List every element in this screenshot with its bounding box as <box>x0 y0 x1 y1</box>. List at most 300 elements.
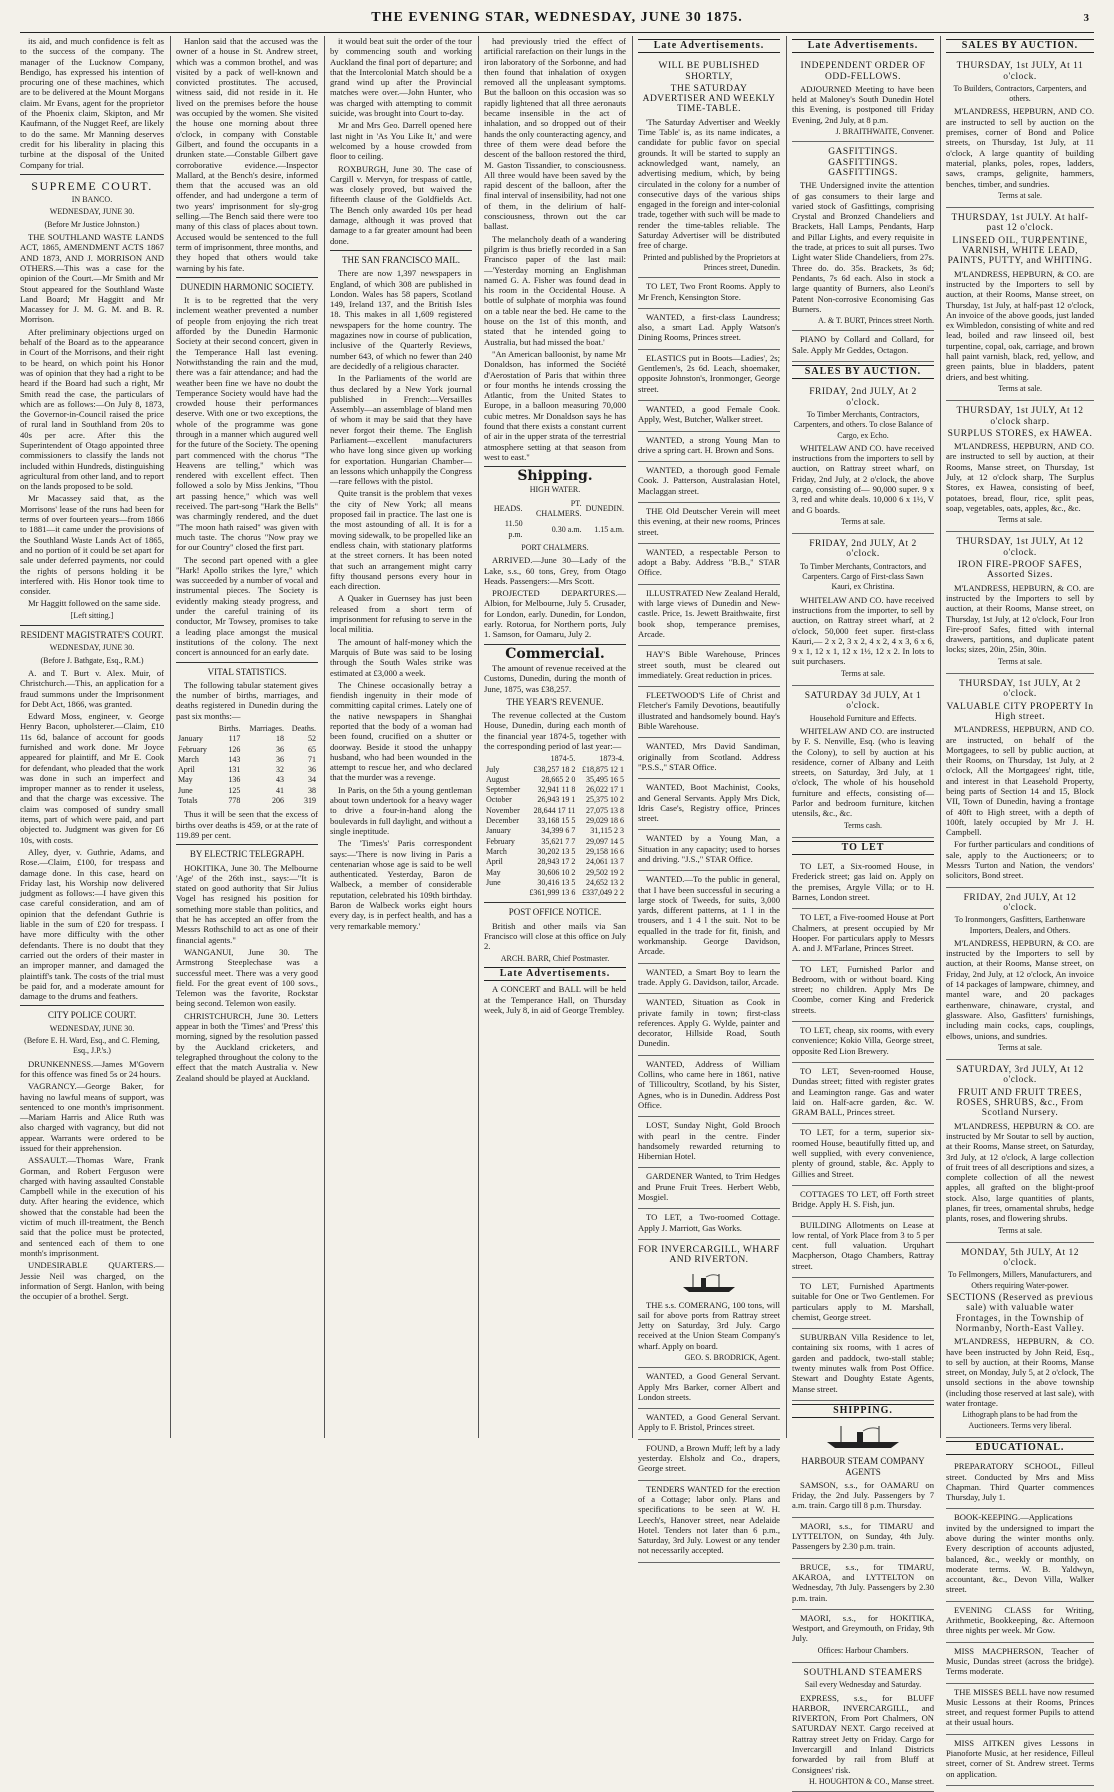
table-row <box>484 868 626 878</box>
advertisement <box>638 1056 780 1117</box>
advertisement <box>792 909 934 960</box>
ad-text: BRUCE, s.s., for TIMARU, AKAROA, and LYTTELTON on Wednesday, 7th July. Passengers by 2.30 p.m. train. <box>792 1561 934 1603</box>
table-row <box>484 857 626 867</box>
table-header: PT. CHALMERS. <box>535 498 582 519</box>
advertisement <box>946 1243 1094 1438</box>
table-header <box>176 724 213 734</box>
article-text: VAGRANCY.—George Baker, for having no lawful means of support, was sentenced to one month's imprisonment.—Mariam Harris and Alice Ruth was also charged with vagrancy, but did not appear. Warrants were ordered to be issued for their apprehension. <box>20 1081 164 1153</box>
ad-subheading: To Ironmongers, Gasfitters, Earthenware Importers, Dealers, and Others. <box>954 915 1086 935</box>
table-row <box>484 765 626 775</box>
table-cell: 18 <box>275 734 284 744</box>
ad-text: WANTED.—To the public in general, that I have been successful in securing a large stock of Tweeds, for suits, 3,000 yards, different patterns, at 1 l in the trousers, and 1 4 l the suit. Not to be equalled in the trade for fit, finish, and workmanship. George Davidson, Arcade. <box>638 874 780 957</box>
advertisement <box>792 1663 934 1792</box>
ad-text: M'LANDRESS, HEPBURN, AND CO. are instructed to sell by auction, at their Rooms, Manse street, on Thursday, 1st July, at 12 o'clock sharp, The Surplus Stores, ex Hawea, consisting of beef, potatoes, bread, flour, rice, split peas, soap, vegetables, oats, apples, &c., &c. <box>946 441 1094 513</box>
table-cell: 29,097 14 5 <box>586 836 624 846</box>
ad-text: WANTED, a thorough good Female Cook. J. Patterson, Australasian Hotel, Maclaggan street. <box>638 465 780 496</box>
table-cell: 26,022 17 1 <box>586 785 624 795</box>
article-text: ASSAULT.—Thomas Ware, Frank Gorman, and Robert Ferguson were charged with having assaulted Constable Campbell while in the execution of his duty. After hearing the evidence, which showed that the constable had been the victim of much ill-treatment, the Bench said that the police must be protected, and sentenced each of them to one month's imprisonment. <box>20 1155 164 1258</box>
table-cell: August <box>486 774 510 784</box>
vital-statistics-table <box>176 724 318 806</box>
table-cell: 38 <box>308 785 316 795</box>
advertisement <box>638 738 780 779</box>
ad-text: WANTED, a good Female Cook. Apply, West, Butcher, Walker street. <box>638 403 780 425</box>
table-cell: £337,049 2 2 <box>582 888 624 898</box>
ad-terms: Terms at sale. <box>997 1042 1043 1052</box>
article-text: ARRIVED.—June 30—Lady of the Lake, s.s., 60 tons, Grey, from Otago Heads. Passengers:—Mrs Scott. <box>484 555 626 586</box>
advertisement <box>638 1440 780 1481</box>
column-5 <box>638 36 780 1556</box>
ad-subheading: To Timber Merchants, Contractors, and Carpenters. Cargo of First-class Sawn Kauri, ex Christina. <box>799 561 927 592</box>
table-cell: 319 <box>304 796 316 806</box>
advertisement <box>792 534 934 686</box>
table-cell: 206 <box>271 796 284 806</box>
article-text: Thus it will be seen that the excess of births over deaths is 459, or at the rate of 119.89 per cent. <box>176 809 318 840</box>
ad-subheading: IRON FIRE-PROOF SAFES, Assorted Sizes. <box>957 560 1083 581</box>
ad-text: TO LET, for a term, superior six-roomed House, beautifully fitted up, and well supplied, with every convenience, plenty of ground, stable, &c. Apply to Gillies and Street. <box>792 1127 934 1179</box>
advertisement <box>946 56 1094 208</box>
ad-text: TO LET, Two Front Rooms. Apply to Mr French, Kensington Store. <box>638 281 780 302</box>
divider <box>330 250 472 251</box>
divider <box>484 902 626 903</box>
ad-text: MAORI, s.s., for HOKITIKA, Westport, and Greymouth, on Friday, 9th July. <box>792 1612 934 1644</box>
ad-signature: Printed and published by the Proprietors at Princes street, Dunedin. <box>643 252 780 272</box>
table-cell: 43 <box>275 775 284 785</box>
advertisement <box>946 1735 1094 1786</box>
table-cell: December <box>486 816 519 826</box>
table-row <box>176 765 318 775</box>
advertisement <box>638 687 780 738</box>
ad-heading: FOR INVERCARGILL, WHARF AND RIVERTON. <box>638 1244 780 1266</box>
ad-date: FRIDAY, 2nd JULY, At 2 o'clock. <box>809 539 917 560</box>
dateline: WEDNESDAY, JUNE 30. <box>49 643 135 653</box>
article-text: The 'Times's' Paris correspondent says:—'There is now living in Paris a centenarian whose age is said to be well authenticated. Yesterday, Baron de Walbeck, a member of considerable reputation, celebrated his 109th birthday. Baron de Walbeck works eight hours every day, is in perfect health, and has a very remarkable memory.' <box>330 838 472 931</box>
table-cell: 117 <box>228 734 241 744</box>
advertisement <box>792 1477 934 1518</box>
table-cell: May <box>486 867 501 877</box>
ad-signature: J. BRAITHWAITE, Convener. <box>835 127 934 137</box>
article-text: Hanlon said that the accused was the owner of a house in St. Andrew street, which was a common brothel, and was visited by a pack of well-known and convicted prostitutes. The accused, witness said, did not reside in it. He lived on the premises before the house was occupied by the women. She visited the house one morning about three o'clock, in company with Constable Gilbert, and found the occupants in a drunken state.—Constable Gilbert gave corroborative evidence.—Inspector Mallard, at the Bench's desire, informed them that the accused was an old offender, and had undergone a term of two years' imprisonment for sly-grog selling.—The Bench said there were too many of this class of places about town. Accused would be sentenced to the full term of imprisonment, three months, and they hoped that others would take warning by his fate. <box>176 36 318 273</box>
table-cell: April <box>486 857 503 867</box>
ad-text: FOUND, a Brown Muff; left by a lady yesterday. Elsholz and Co., drapers, George street. <box>638 1442 780 1474</box>
ad-subheading: SURPLUS STORES, ex HAWEA. <box>947 428 1093 439</box>
divider <box>20 174 164 175</box>
ad-text: WANTED, Address of William Collins, who came here in 1861, native of Tillicoultry, Scotland, by his Sister, Agnes, who is in Dunedin. Address Post Office. <box>638 1058 780 1110</box>
table-header: Marriages. <box>249 724 284 733</box>
advertisement <box>792 1217 934 1278</box>
ad-text: EVENING CLASS for Writing, Arithmetic, Bookkeeping, &c. Afternoon three nights per week. Mr Gow. <box>946 1604 1094 1636</box>
advertisement <box>638 432 780 463</box>
ad-date: THURSDAY, 1st JULY, At 11 o'clock. <box>956 61 1084 82</box>
ad-text: ILLUSTRATED New Zealand Herald, with large views of Dunedin and New-castle. Price, 1s. Jewett Braithwaite, first book shop, temperance premises, Arcade. <box>638 587 780 639</box>
ad-text: WHITELAW AND CO. are instructed by F. S. Nenville, Esq. (who is leaving the Colony), to sell by auction at his residence, corner of Albany and Leith streets, on Saturday, 3rd July, at 1 o'clock, The whole of his household furniture and effects, consisting of— Parlor and bedroom furniture, kitchen utensils, &c., &c. <box>792 725 934 819</box>
advertisement <box>638 871 780 963</box>
ad-text: WANTED, Boot Machinist, Cooks, and General Servants. Apply Mrs Dick, Idris Case's, Registry office, Princes street. <box>638 782 780 824</box>
advertisement <box>792 1022 934 1063</box>
ad-text: MISS AITKEN gives Lessons in Pianoforte Music, at her residence, Filleul street, corner of St. Andrew street. Terms on application. <box>946 1737 1094 1779</box>
ad-terms: Terms at sale. <box>997 1225 1043 1235</box>
harbour-heading: HARBOUR STEAM COMPANY AGENTS <box>801 1456 925 1477</box>
ad-subheading: Household Furniture and Effects. <box>809 713 917 723</box>
article-text: ROXBURGH, June 30. The case of Cargill v. Mervyn, for trespass of cattle, was closely proved, but waived the fifteenth clause of the Goldfields Act. The Bench only awarded 10s per head damage, although it was proved that damage to a far greater amount had been done. <box>330 163 472 246</box>
article-text: Mr Haggitt followed on the same side. <box>28 598 161 609</box>
column-2 <box>176 36 318 1438</box>
ad-signature: GEO. S. BRODRICK, Agent. <box>684 1352 780 1362</box>
ad-text: M'LANDRESS, HEPBURN & CO. are instructed by Mr Soutar to sell by auction, at their Rooms, Manse street, on Saturday, 3rd July, at 12 o'clock, A large collection of fruit trees of all descriptions and sizes, a complete collection of all the newest apples, all grafted on the blight-proof stock. Also, large quantities of plants, planes, fir trees, ornamental shrubs, hedge plants, roses, and flowering shrubs. <box>946 1120 1094 1224</box>
table-cell: 35,621 7 7 <box>541 836 576 846</box>
table-cell: 36 <box>275 744 284 754</box>
table-cell: March <box>178 754 199 764</box>
ad-text: SUBURBAN Villa Residence to let, containing six rooms, with 1 acres of garden and paddock, two-stall stable; twenty minutes walk from Post Office. Stewart and Doughty Estate Agents, Manse street. <box>792 1332 934 1394</box>
table-header-row <box>484 499 626 520</box>
column-6 <box>792 36 934 1786</box>
table-cell: 32,941 11 8 <box>537 785 576 795</box>
auction-heading: SALES BY AUCTION. <box>946 39 1094 53</box>
ad-date: THURSDAY, 1st JULY. At half-past 12 o'clock. <box>951 213 1089 234</box>
table-cell: April <box>178 765 195 775</box>
article-text: The amount of half-money which the Marquis of Bute was said to be losing through the South Wales strike was estimated at £3,000 a week. <box>330 636 472 678</box>
table-header: 1873-4. <box>599 754 624 764</box>
table-cell <box>484 888 524 898</box>
ad-text: SAMSON, s.s., for OAMARU on Friday, the 2nd July. Passengers by 7 a.m. train. Cargo till 8 p.m. Thursday. <box>792 1479 934 1511</box>
ad-text: M'LANDRESS, HEPBURN, & CO. are instructed by the Importers to sell by auction, at their Rooms, Manse street, on Friday, 2nd July, at 12 o'clock, An invoice of 14 packages of lampware, chimney, and mantel ware, and 20 packages earthenware, chinaware, crystal, and glassware. Also, Gasfitters' furnishings, including main cocks, caps, couplings, elbows, unions, and sundries. <box>946 937 1094 1041</box>
article-text: HOKITIKA, June 30. The Melbourne 'Age' of the 26th inst., says:—"It is stated on good authority that Sir Julius Vogel has resigned his position for something more stable than politics, and that he has accepted an offer from the Messrs Rothschild to act as one of their financial agents." <box>176 862 318 945</box>
ad-text: WANTED, a Good General Servant. Apply to F. Bristol, Princes street. <box>638 1412 780 1433</box>
ad-text: WANTED by a Young Man, a Situation in any capacity; used to horses and driving. "J.S.," STAR Office. <box>638 833 780 864</box>
article-text: Alley, dyer, v. Guthrie, Adams, and Rose.—Claim, £100, for trespass and damage done. In this case, heard on Friday last, his Worship now delivered judgment as follows:—I have given this case careful consideration, and am of opinion that the defendant Guthrie is liable in the sum of £20 for trespass. I have more difficulty with the other defendants. There is no doubt that they carried out the orders of their master in an improper manner, and damaged the plaintiff's tank. The costs of the trial must be paid for, and a moderate amount for damage to the drums and feathers. <box>20 846 164 1002</box>
ad-text: For further particulars and conditions of sale, apply to the Auctioneers; or to Messrs Turton and Nation, the vendors' solicitors, Bond street. <box>946 839 1094 881</box>
article-text: The second part opened with a glee "Hark! Apollo strikes the lyre," which was succeeded by a number of vocal and instrumental pieces. The Society is evidently making steady progress, and under the careful training of its conductor, Mr Towsey, promises to take a leading place amongst the musical institutions of the colony. The next concert is announced for an early date. <box>176 554 318 658</box>
ad-terms: Terms at sale. <box>997 190 1043 200</box>
table-cell: 28,665 2 0 <box>541 774 576 784</box>
ad-title: SECTIONS (Reserved as previous sale) with valuable water Frontages, in the Township of Normanby, North-East Valley. <box>946 1293 1094 1334</box>
table-cell: September <box>486 785 521 795</box>
advertisement <box>792 331 934 362</box>
ad-terms: Terms at sale. <box>997 515 1043 525</box>
article-text: It is to be regretted that the very inclement weather prevented a number of people from enjoying the rich treat afforded by the Dunedin Harmonic Society at their second concert, given in the Temperance Hall last evening. Notwithstanding the rain and the mud, there was a fair attendance; and had the weather been fine we have no doubt the Temperance Society would have had the crowded house their performances deserve. With one or two exceptions, the whole of the programme was gone through in a manner which augured well for the future of the Society. The opening part commenced with the chorus "The Heavens are telling," which was rendered with excellent effect. Then followed a solo by Miss Jenkins, "Thou art passing hence," which was well received. The part-song "Hark the Bells" was charmingly rendered, and the duet "The moon hath raised" was given with much taste. The chorus "Now pray we for our Country" closed the first part. <box>176 295 318 553</box>
ad-date: MONDAY, 5th JULY, At 12 o'clock. <box>960 1247 1080 1269</box>
advertisement <box>946 1509 1094 1601</box>
table-row <box>484 826 626 836</box>
late-ads-heading: Late Advertisements. <box>638 39 780 53</box>
ad-signature: H. HOUGHTON & CO., Manse street. <box>809 1776 934 1786</box>
ad-date: THURSDAY, 1st JULY, At 12 o'clock sharp. <box>956 406 1084 427</box>
table-total-row <box>176 796 318 806</box>
table-row <box>176 745 318 755</box>
ad-heading: INDEPENDENT ORDER OF ODD-FELLOWS. <box>800 61 926 82</box>
table-row <box>484 775 626 785</box>
table-header: 1874-5. <box>550 754 576 764</box>
high-water-heading: HIGH WATER. <box>529 485 581 495</box>
table-cell: November <box>486 805 520 815</box>
section-heading: THE SAN FRANCISCO MAIL. <box>341 254 460 265</box>
advertisement <box>638 964 780 995</box>
ad-date: SATURDAY 3d JULY, At 1 o'clock. <box>804 691 922 712</box>
ad-subheading: To Timber Merchants, Contractors, Carpenters, and others. To close Balance of Cargo, ex Echo. <box>793 409 933 440</box>
advertisement <box>638 1481 780 1563</box>
ad-text: M'LANDRESS, HEPBURN, AND CO. are instructed, on behalf of the Mortgagees, to sell by public auction, at their Rooms, on Thursday, 1st July, at 2 o'clock, All the Mortgagees' right, title, and interest in that Leasehold Property, being parts of Section 14 and 15, Block VII, Town of Dunedin, having a frontage of 40ft to High street, with a depth of 100ft, lately occupied by Mr J. H. Campbell. <box>946 724 1094 838</box>
ad-text: M'LANDRESS, HEPBURN, & CO. have been instructed by John Reid, Esq., to sell by auction, at their Rooms, Manse street, on Monday, July 5, at 2 o'clock, The unsold sections in the above township (including those reserved at last sale), with water frontage. <box>946 1336 1094 1409</box>
table-cell: May <box>178 775 193 785</box>
to-let-heading: TO LET <box>792 841 934 855</box>
table-cell: 0.30 a.m. <box>551 524 582 534</box>
article-text: A CONCERT and BALL will be held at the Temperance Hall, on Thursday week, July 8, in aid of George Trembley. <box>484 984 626 1015</box>
advertisement <box>792 1186 934 1217</box>
ad-text: PIANO by Collard and Collard, for Sale. Apply Mr Geddes, Octagon. <box>792 334 934 355</box>
article-text: The amount of revenue received at the Customs, Dunedin, during the month of June, 1875, was £38,257. <box>484 662 626 694</box>
table-cell: February <box>486 836 515 846</box>
advertisement <box>638 1209 780 1240</box>
table-cell: 25,375 10 2 <box>586 795 624 805</box>
educational-heading: EDUCATIONAL. <box>946 1441 1094 1455</box>
ad-subheading: FRUIT AND FRUIT TREES, ROSES, SHRUBS, &c., From Scotland Nursery. <box>956 1087 1084 1119</box>
article-text: PROJECTED DEPARTURES.—Albion, for Melbourne, July 5. Crusader, for London, early. Dunedin, for London, early. Rotorua, for Northern ports, July 1. Samson, for Oamaru, July 2. <box>484 588 626 640</box>
table-cell: 36 <box>308 765 316 775</box>
ad-text: TO LET, Furnished Apartments suitable for One or Two Gentlemen. For particulars apply to M. Marshall, chemist, George street. <box>792 1280 934 1322</box>
table-cell: Totals <box>178 796 198 806</box>
article-text: UNDESIRABLE QUARTERS.—Jessie Neil was charged, on the information of Sergt. Hanlon, with being the occupier of a brothel. Sergt. <box>20 1260 164 1302</box>
section-heading: VITAL STATISTICS. <box>207 666 287 677</box>
column-3 <box>330 36 472 1438</box>
article-text: In the Parliaments of the world are thus declared by a New York journal published in French:—Versailles Assembly—an assemblage of bland men of whom it may be said that they have never forgot their theme. The English Parliament—excellent manufacturers who have long since given up working for exportation. Hungarian Chamber—an lessons which unhappily the Congress—rare fellows with the pistol. <box>330 373 472 487</box>
advertisement <box>792 1063 934 1124</box>
ad-text: TO LET, Furnished Parlor and Bedroom, with or without board. King street; no children. Apply Mrs De Coombe, corner King and Frederick streets. <box>792 963 934 1015</box>
table-row <box>484 837 626 847</box>
article-text: CHRISTCHURCH, June 30. Letters appear in both the 'Times' and 'Press' this morning, signed by the resolution passed by the Auckland cricketers, and telegraphed throughout the colony to the effect that the match Australia v. New Zealand should be played at Auckland. <box>176 1010 318 1083</box>
section-heading: THE YEAR'S REVENUE. <box>506 696 604 707</box>
judge-line: (Before E. H. Ward, Esq., and C. Fleming, Esq., J.P.'s.) <box>24 1036 160 1056</box>
judge-line: (Before J. Bathgate, Esq., R.M.) <box>40 655 144 665</box>
ad-text: FLEETWOOD'S Life of Christ and Fletcher's Family Devotions, beautifully illustrated and handsomely bound. Hay's Bible Warehouse. <box>638 690 780 732</box>
ad-text: GARDENER Wanted, to Trim Hedges and Prune Fruit Trees. Herbert Webb, Mosgiel. <box>638 1171 780 1203</box>
article-text: Mr Macassey said that, as the Morrisons' lease of the runs had been for terms of over fourteen years—from 1866 to 1881—it came under the provisions of the Southland Waste Lands Act of 1865, and no portion of it could be set apart for sale under deferred payments, nor could the rights of persons holding it be interfered with. His Honor took time to consider. <box>20 493 164 597</box>
table-cell: 29,502 19 2 <box>586 867 624 877</box>
advertisement <box>638 462 780 503</box>
revenue-table <box>484 754 626 898</box>
ad-date: FRIDAY, 2nd JULY, At 2 o'clock. <box>809 387 917 408</box>
ad-subheading: To Builders, Contractors, Carpenters, and others. <box>953 83 1087 104</box>
ad-text: WANTED, a respectable Person to adopt a Baby. Address "B.B.," STAR Office. <box>638 546 780 578</box>
steamship-icon <box>823 1424 903 1450</box>
article-text: After preliminary objections urged on behalf of the Board as to the appearance in Court of the Morrisons, and their right to be heard, on which point his Honor was of opinion that they had a right to be heard if the Board had such a right, Mr Smith read the case, the particulars of which are as follows:—On July 8, 1873, the Governor-in-Council raised the price of rural land in Southland from 20s to 40s per acre. After this the Superintendent of Otago appointed three commissioners to classify the lands not included within Hundreds, distinguishing agricultural from other land, and to report on the lands proposed to be sold. <box>20 326 164 492</box>
table-row <box>484 795 626 805</box>
table-header-row <box>176 724 318 734</box>
table-cell: 30,202 13 5 <box>537 846 576 856</box>
ad-text: ADJOURNED Meeting to have been held at Maloney's South Dunedin Hotel this Evening, is postponed till Friday Evening, 2nd July, at 8 p.m. <box>792 83 934 125</box>
table-cell: 29,158 16 6 <box>586 846 624 856</box>
table-row <box>484 519 626 540</box>
ad-text: LOST, Sunday Night, Gold Brooch with pearl in the centre. Finder handsomely rewarded returning to Hibernian Hotel. <box>638 1120 780 1162</box>
table-cell: October <box>486 795 512 805</box>
article-text: DRUNKENNESS.—James M'Govern for this offence was fined 5s or 24 hours. <box>20 1058 164 1079</box>
ad-text: BUILDING Allotments on Lease at low rental, of York Place from 3 to 5 per cent. full valuation. Urquhart Macpherson, Otago Chambers, Rattray street. <box>792 1219 934 1271</box>
advertisement <box>792 686 934 838</box>
ad-subheading: VALUABLE CITY PROPERTY In High street. <box>946 701 1094 722</box>
advertisement <box>946 674 1094 888</box>
table-cell: 36 <box>275 754 284 764</box>
table-cell: January <box>486 826 511 836</box>
table-cell: 1.15 a.m. <box>594 524 624 534</box>
ad-text: MISS MACPHERSON, Teacher of Music, Dundas street (across the bridge). Terms moderate. <box>946 1645 1094 1677</box>
ad-title: THE SATURDAY ADVERTISER AND WEEKLY TIME-TABLE. <box>642 83 776 115</box>
ad-text: WANTED, a first-class Laundress; also, a smart Lad. Apply Watson's Dining Rooms, Princes street. <box>638 311 780 343</box>
table-cell: 27,075 13 8 <box>586 805 624 815</box>
table-cell: 778 <box>228 796 241 806</box>
table-cell: 35,495 16 5 <box>586 774 624 784</box>
ad-signature: Offices: Harbour Chambers. <box>817 1645 909 1655</box>
ad-subheading: LINSEED OIL, TURPENTINE, VARNISH, WHITE LEAD, PAINTS, PUTTY, and WHITING. <box>947 235 1093 267</box>
ad-terms: Terms at sale. <box>840 516 886 526</box>
auction-heading: SALES BY AUCTION. <box>792 365 934 379</box>
ad-date: THURSDAY, 1st JULY, At 2 o'clock. <box>959 679 1081 700</box>
table-cell: 28,943 17 2 <box>537 857 576 867</box>
divider <box>20 1005 164 1006</box>
advertisement <box>638 503 780 544</box>
table-cell: 11.50 p.m. <box>504 519 523 539</box>
ad-text: M'LANDRESS, HEPBURN, & CO. are instructed by the Importers to sell by auction, at their Rooms, Manse street, on Thursday, 1st July, at 12 o'clock, Four Iron Fire-proof Safes, fitted with internal drawers, partitions, and duplicate patent locks; sizes, 20in, 25in, 30in. <box>946 582 1094 655</box>
ad-text: THE s.s. COMERANG, 100 tons, will sail for above ports from Rattray street Jetty on Saturday, 3rd July. Cargo received at the Union Steam Company's wharf. Apply on board. <box>638 1299 780 1351</box>
ad-signature: A. & T. BURT, Princes street North. <box>818 316 934 326</box>
ad-text: WANTED, a Smart Boy to learn the trade. Apply G. Davidson, tailor, Arcade. <box>638 966 780 987</box>
ad-text: TO LET, cheap, six rooms, with every convenience; Kokio Villa, George street, opposite Red Lion Brewery. <box>792 1025 934 1056</box>
shipping-heading: Shipping. <box>517 468 593 485</box>
table-cell: 136 <box>228 775 241 785</box>
table-cell: 34,399 6 7 <box>541 826 576 836</box>
article-text: Mr and Mrs Geo. Darrell opened here last night in 'As You Like It,' and were welcomed by a house crowded from floor to ceiling. <box>330 120 472 162</box>
table-cell: February <box>178 744 207 754</box>
table-row <box>484 785 626 795</box>
column-7 <box>946 36 1094 1779</box>
ad-date: FRIDAY, 2nd JULY, At 12 o'clock. <box>963 892 1077 913</box>
advertisement <box>946 1458 1094 1509</box>
signature: ARCH. BARR, Chief Postmaster. <box>500 953 610 963</box>
table-cell: 30,606 10 2 <box>537 867 576 877</box>
dateline: WEDNESDAY, JUNE 30. <box>49 1023 135 1033</box>
advertisement <box>946 1602 1094 1643</box>
article-text: Edward Moss, engineer, v. George Henry Bacon, upholsterer.—Claim, £10 11s 6d, balance of account for goods furnished and work done. Mr Joyce appeared for plaintiff, and Mr E. Cook for defendant, who pleaded that the work was done in such an imperfect and improper manner as to render it useless, and that the charge was excessive. The claim was composed of sundry small items, part of which were paid, and part objected to. Judgment was given for £6 10s, with costs. <box>20 711 164 845</box>
advertisement <box>638 544 780 585</box>
table-row <box>176 734 318 744</box>
advertisement <box>946 208 1094 401</box>
divider <box>176 662 318 663</box>
table-cell: £18,875 12 1 <box>582 764 624 774</box>
column-rule <box>786 36 787 1438</box>
article-text: THE SOUTHLAND WASTE LANDS ACT, 1865, AMENDMENT ACTS 1867 AND 1873, AND J. MORRISON AND OTHERS.—This was a case for the opinion of the Court.—Mr Smith and Mr Stout appeared for the Southland Waste Land Board; Mr Haggitt and Mr Macassey for J. M. G. M. and B. R. Morrison. <box>20 232 164 325</box>
advertisement <box>792 961 934 1022</box>
commercial-heading: Commercial. <box>505 645 605 662</box>
late-ads-heading: Late Advertisements. <box>484 967 626 981</box>
column-rule <box>324 36 325 1438</box>
table-row <box>176 786 318 796</box>
article-text: A Quaker in Guernsey has just been released from a short term of imprisonment for refusing to serve in the local militia. <box>330 593 472 635</box>
table-cell: 65 <box>308 744 316 754</box>
ad-text: EXPRESS, s.s., for BLUFF HARBOR, INVERCARGILL, and RIVERTON, From Port Chalmers, ON SATURDAY NEXT. Cargo received at Rattray street Jetty on Friday. Cargo for Invercargill and Inland Districts forwarded by rail from Bluff at Consignees' risk. <box>792 1692 934 1775</box>
table-cell: £361,999 13 6 <box>529 888 576 898</box>
table-cell: 31,115 2 3 <box>590 826 624 836</box>
advertisement <box>638 994 780 1055</box>
advertisement <box>638 830 780 871</box>
table-cell: 24,652 13 2 <box>586 877 624 887</box>
ad-subheading: Sail every Wednesday and Saturday. <box>804 1680 922 1690</box>
advertisement <box>946 1684 1094 1735</box>
judge-line: (Before Mr Justice Johnston.) <box>44 219 140 229</box>
table-row <box>176 755 318 765</box>
advertisement <box>792 1518 934 1559</box>
ad-text: TO LET, a Five-roomed House at Port Chalmers, at present occupied by Mr Hooper. For particulars apply to Messrs A. and J. M'Farlane, Princes Street. <box>792 912 934 954</box>
advertisement <box>792 142 934 331</box>
advertisement <box>638 1368 780 1409</box>
section-heading: CITY POLICE COURT. <box>47 1010 137 1021</box>
high-water-table <box>484 499 626 540</box>
ad-text: WANTED, Situation as Cook in private family in town; first-class references. Apply G. Wylde, painter and decorator, Hillside Road, South Dunedin. <box>638 997 780 1049</box>
section-heading: POST OFFICE NOTICE. <box>508 907 602 918</box>
divider <box>20 625 164 626</box>
table-row <box>484 816 626 826</box>
advertisement <box>792 1329 934 1401</box>
port-heading: PORT CHALMERS. <box>521 542 589 552</box>
advertisement <box>792 1278 934 1329</box>
advertisement <box>946 401 1094 532</box>
ad-text: M'LANDRESS, HEPBURN, AND CO. are instructed to sell by auction on the premises, corner of Bond and Police streets, on Thursday, 1st July, at 11 o'clock, A large quantity of building material, planks, poles, ropes, ladders, saws, cramps, gelignite, hammers, benches, timber, and sundries. <box>946 106 1094 189</box>
table-header-row <box>484 754 626 764</box>
article-text: The melancholy death of a wandering pilgrim is thus briefly recorded in a San Francisco paper of the last mail:—'Yesterday morning an Englishman named G. A. Fisher was found dead in his room in the Occidental House. A bottle of sulphate of morphia was found on a table near the bed. He came to the house on the 1st of this month, and stated that he intended going to Australia, but had missed the boat.' <box>484 233 626 347</box>
table-cell: June <box>486 877 501 887</box>
divider <box>484 644 626 645</box>
ad-date: SATURDAY, 3rd JULY, At 12 o'clock. <box>956 1065 1084 1086</box>
divider <box>484 466 626 467</box>
ad-text: COTTAGES TO LET, off Forth street Bridge. Apply H. S. Fish, jun. <box>792 1188 934 1210</box>
table-cell: 52 <box>308 734 316 744</box>
advertisement <box>792 1124 934 1185</box>
table-cell: 32 <box>275 765 284 775</box>
table-cell: 131 <box>228 765 241 775</box>
table-cell: 28,644 17 11 <box>533 805 576 815</box>
table-cell: March <box>486 846 507 856</box>
ad-terms: Terms cash. <box>843 820 883 830</box>
column-1 <box>20 36 164 1438</box>
advertisement <box>946 888 1094 1060</box>
ad-text: 'The Saturday Advertiser and Weekly Time Table' is, as its name indicates, a candidate for public favor on special grounds. It will be started to supply an acknowledged want, namely, an advertising medium, which, by being circulated in the colony for a number of consecutive days of the various ships engaged in the foreign and inter-colonial trade, together with such will be made to render the time-tables reliable. The Saturday Advertiser will be distributed free of charge. <box>638 116 780 251</box>
advertisement <box>792 1610 934 1663</box>
column-rule <box>940 36 941 1438</box>
shipping-heading: SHIPPING. <box>792 1404 934 1418</box>
table-cell: 125 <box>228 785 241 795</box>
table-cell: 24,061 13 7 <box>586 857 624 867</box>
table-cell: 30,416 13 5 <box>537 877 576 887</box>
article-text: The Chinese occasionally betray a fiendish ingenuity in their mode of committing capital crimes. Lately one of the native newspapers in Shanghai reported that the body of a woman had been found, crucified on a shutter or doorway. Beside it stood the unhappy husband, who had been wounded in the attempt to rescue her, and who declared that the murder was a revenge. <box>330 679 472 783</box>
table-cell: 26,943 19 1 <box>537 795 576 805</box>
ad-text: TO LET, a Two-roomed Cottage. Apply J. Marriott, Gas Works. <box>638 1212 780 1233</box>
ad-text: BOOK-KEEPING.—Applications invited by the undersigned to impart the above during the winter months only. Every description of accounts adjusted, balanced, &c., weekly or monthly, on moderate terms. W. B. Yaldwyn, accountant, &c., Devon Villa, Walker street. <box>946 1512 1094 1595</box>
ad-text: PREPARATORY SCHOOL, Filleul street. Conducted by Mrs and Miss Chapman. Third Quarter commences Thursday, July 1. <box>946 1461 1094 1503</box>
article-text: In Paris, on the 5th a young gentleman about town undertook for a heavy wager to drive a four-in-hand along the boulevards in full daylight, and without a single ineptitude. <box>330 784 473 836</box>
advertisement <box>638 1117 780 1168</box>
advertisement <box>792 382 934 534</box>
advertisement <box>638 350 780 401</box>
table-header <box>484 754 524 764</box>
ad-text: M'LANDRESS, HEPBURN, & CO. are instructed by the Importers to sell by auction, at their Rooms, Manse street, on Thursday, 1st July, at half-past 12 o'clock, An invoice of the above goods, just landed ex Wimbledon, consisting of white and red lead, boiled and raw linseed oil, best turpentine, copal, oak, carriage, and brown hall paint varnish, black, red, yellow, and green paints, blue in bladders, patent driers, and best whiting. <box>946 268 1094 382</box>
column-4 <box>484 36 626 1438</box>
advertisement <box>638 278 780 309</box>
dateline: WEDNESDAY, JUNE 30. <box>49 207 135 217</box>
divider <box>176 277 318 278</box>
article-text: British and other mails via San Francisco will close at this office on July 2. <box>484 920 626 952</box>
late-ads-heading: Late Advertisements. <box>792 39 934 53</box>
left-sitting: [Left sitting.] <box>70 610 114 620</box>
section-heading: BY ELECTRIC TELEGRAPH. <box>189 849 305 860</box>
advertisement <box>638 1409 780 1440</box>
table-header: Births. <box>218 724 241 733</box>
article-text: A. and T. Burt v. Alex. Muir, of Christchurch.—This, an application for a fraud summons under the Imprisonment for Debt Act, 1866, was granted. <box>20 667 164 709</box>
